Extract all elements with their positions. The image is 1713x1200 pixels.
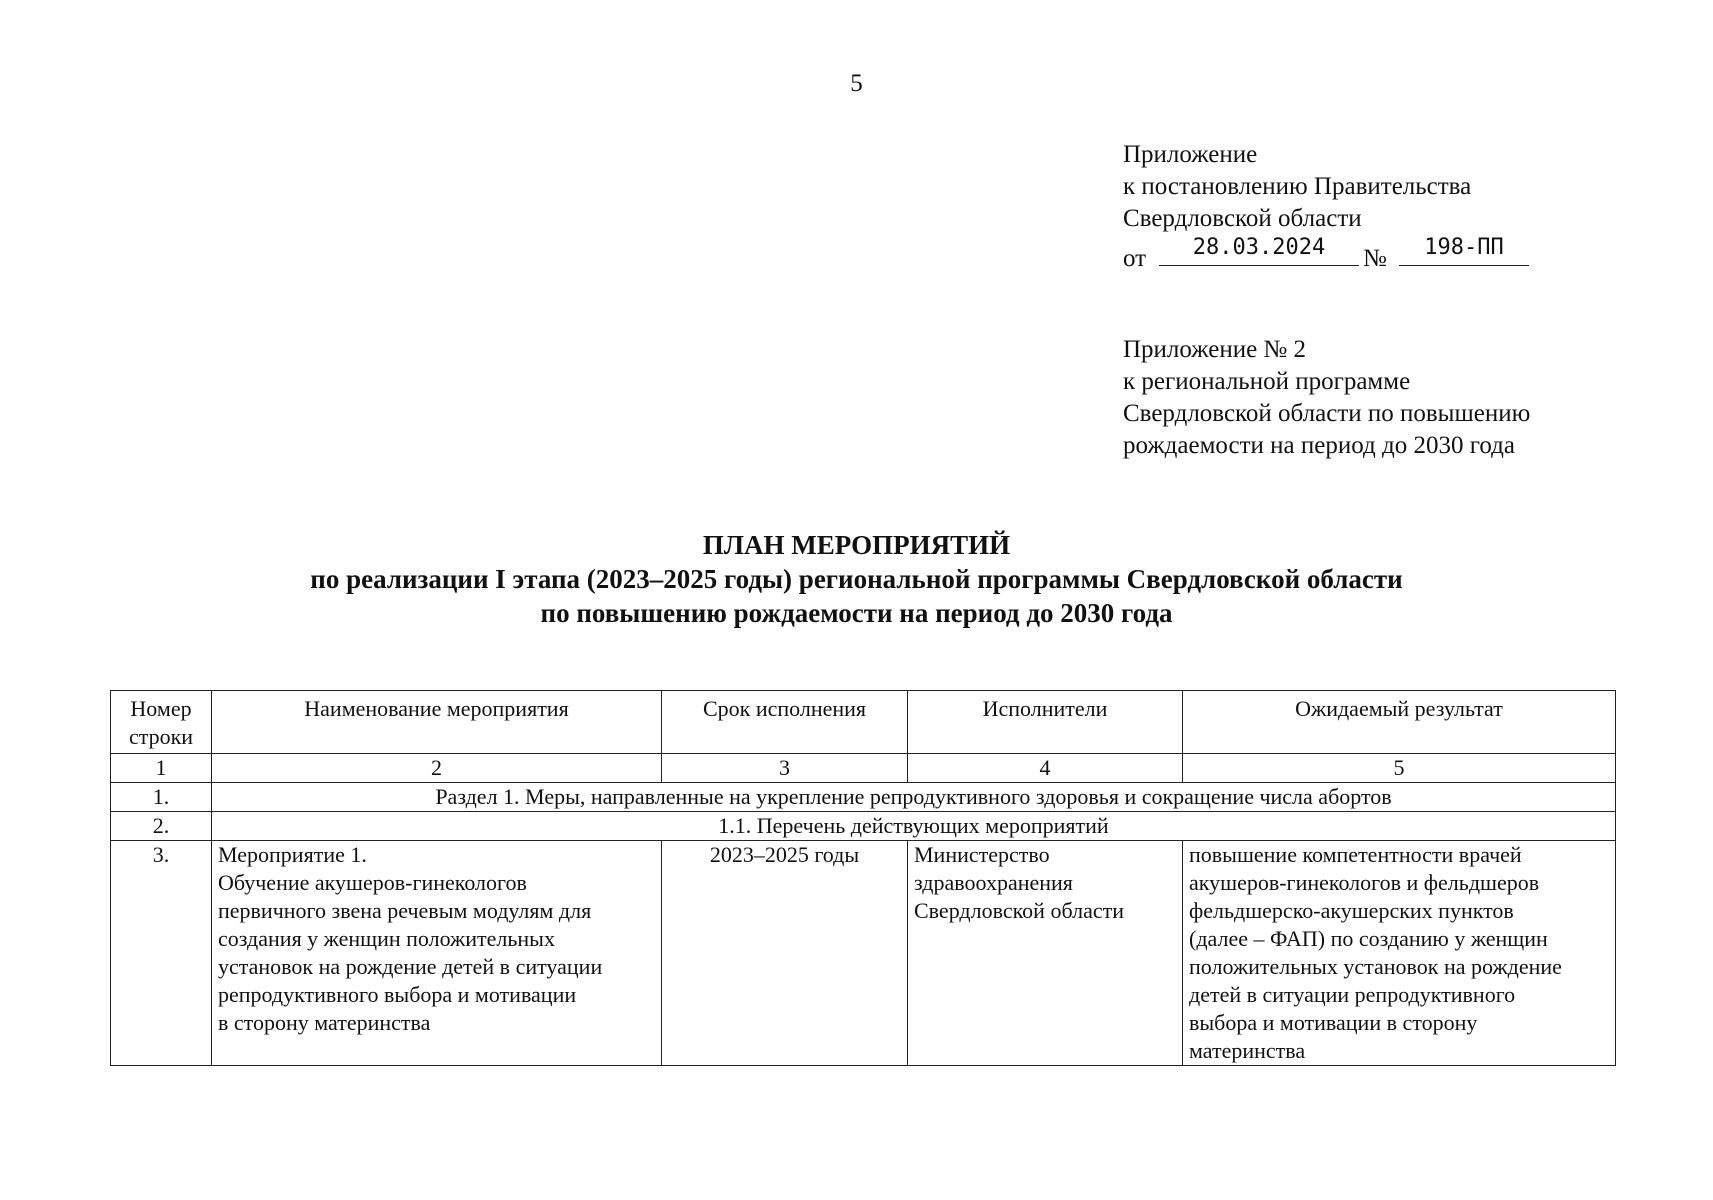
column-number: 5: [1183, 754, 1616, 783]
appendix-line: Свердловской области по повышению: [1123, 400, 1531, 427]
header-expected-result: Ожидаемый результат: [1183, 691, 1616, 754]
header-executors: Исполнители: [908, 691, 1183, 754]
cell-line: установок на рождение детей в ситуации: [218, 954, 603, 979]
cell-line: здравоохранения: [914, 870, 1073, 895]
decree-date-field: 28.03.2024: [1159, 235, 1359, 266]
header-row-number: [111, 691, 212, 754]
program-appendix-block: [1123, 334, 1530, 462]
column-number: 4: [908, 754, 1183, 783]
header-deadline: Срок исполнения: [662, 691, 908, 754]
appendix-line: к региональной программе: [1123, 368, 1411, 395]
cell-line: Министерство: [914, 842, 1050, 867]
date-prefix: от: [1123, 245, 1147, 272]
appendix-line: Свердловской области: [1123, 205, 1362, 232]
cell-line: Обучение акушеров-гинекологов: [218, 870, 527, 895]
appendix-line: к постановлению Правительства: [1123, 173, 1472, 200]
appendix-line: рождаемости на период до 2030 года: [1123, 432, 1515, 459]
cell-line: акушеров-гинекологов и фельдшеров: [1189, 870, 1540, 895]
plan-title-subline: по реализации I этапа (2023–2025 годы) региональной программы Свердловской области: [310, 564, 1403, 594]
table-header-row: [111, 691, 1616, 754]
cell-line: выбора и мотивации в сторону: [1189, 1010, 1478, 1035]
plan-table: [110, 690, 1616, 1066]
table-row: [111, 783, 1616, 812]
cell-line: (далее – ФАП) по созданию у женщин: [1189, 926, 1548, 951]
decree-date-number-line: [1123, 235, 1504, 272]
header-line: строки: [128, 724, 194, 749]
column-number: 3: [662, 754, 908, 783]
appendix-line: Приложение: [1123, 141, 1258, 168]
section-heading: Раздел 1. Меры, направленные на укрепление репродуктивного здоровья и сокращение числа абортов: [212, 783, 1616, 812]
column-number: 2: [212, 754, 662, 783]
row-number: 3.: [111, 841, 212, 1066]
deadline-cell: 2023–2025 годы: [662, 841, 908, 1066]
cell-line: в сторону материнства: [218, 1010, 431, 1035]
plan-title: [0, 528, 1713, 630]
plan-title-heading: ПЛАН МЕРОПРИЯТИЙ: [702, 530, 1011, 560]
executors-cell: [908, 841, 1183, 1066]
plan-title-subline: по повышению рождаемости на период до 2030 года: [540, 598, 1173, 628]
cell-line: материнства: [1189, 1038, 1306, 1063]
row-number: 2.: [111, 812, 212, 841]
expected-result-cell: [1183, 841, 1616, 1066]
event-name-cell: [212, 841, 662, 1066]
cell-line: создания у женщин положительных: [218, 926, 555, 951]
cell-line: Мероприятие 1.: [218, 842, 367, 867]
decree-number-field: 198-ПП: [1399, 235, 1529, 266]
header-line: Номер: [130, 696, 192, 721]
cell-line: репродуктивного выбора и мотивации: [218, 982, 577, 1007]
cell-line: детей в ситуации репродуктивного: [1189, 982, 1516, 1007]
cell-line: Свердловской области: [914, 898, 1124, 923]
cell-line: повышение компетентности врачей: [1189, 842, 1522, 867]
header-event-name: Наименование мероприятия: [212, 691, 662, 754]
number-sign: №: [1363, 245, 1387, 272]
column-number-row: [111, 754, 1616, 783]
decree-appendix-block: [1123, 139, 1504, 272]
cell-line: положительных установок на рождение: [1189, 954, 1562, 979]
column-number: 1: [111, 754, 212, 783]
table-row: [111, 812, 1616, 841]
cell-line: первичного звена речевым модулям для: [218, 898, 592, 923]
subsection-heading: 1.1. Перечень действующих мероприятий: [212, 812, 1616, 841]
cell-line: фельдшерско-акушерских пунктов: [1189, 898, 1514, 923]
appendix-line: Приложение № 2: [1123, 336, 1307, 363]
table-row: [111, 841, 1616, 1066]
row-number: 1.: [111, 783, 212, 812]
page-number: 5: [850, 70, 863, 97]
